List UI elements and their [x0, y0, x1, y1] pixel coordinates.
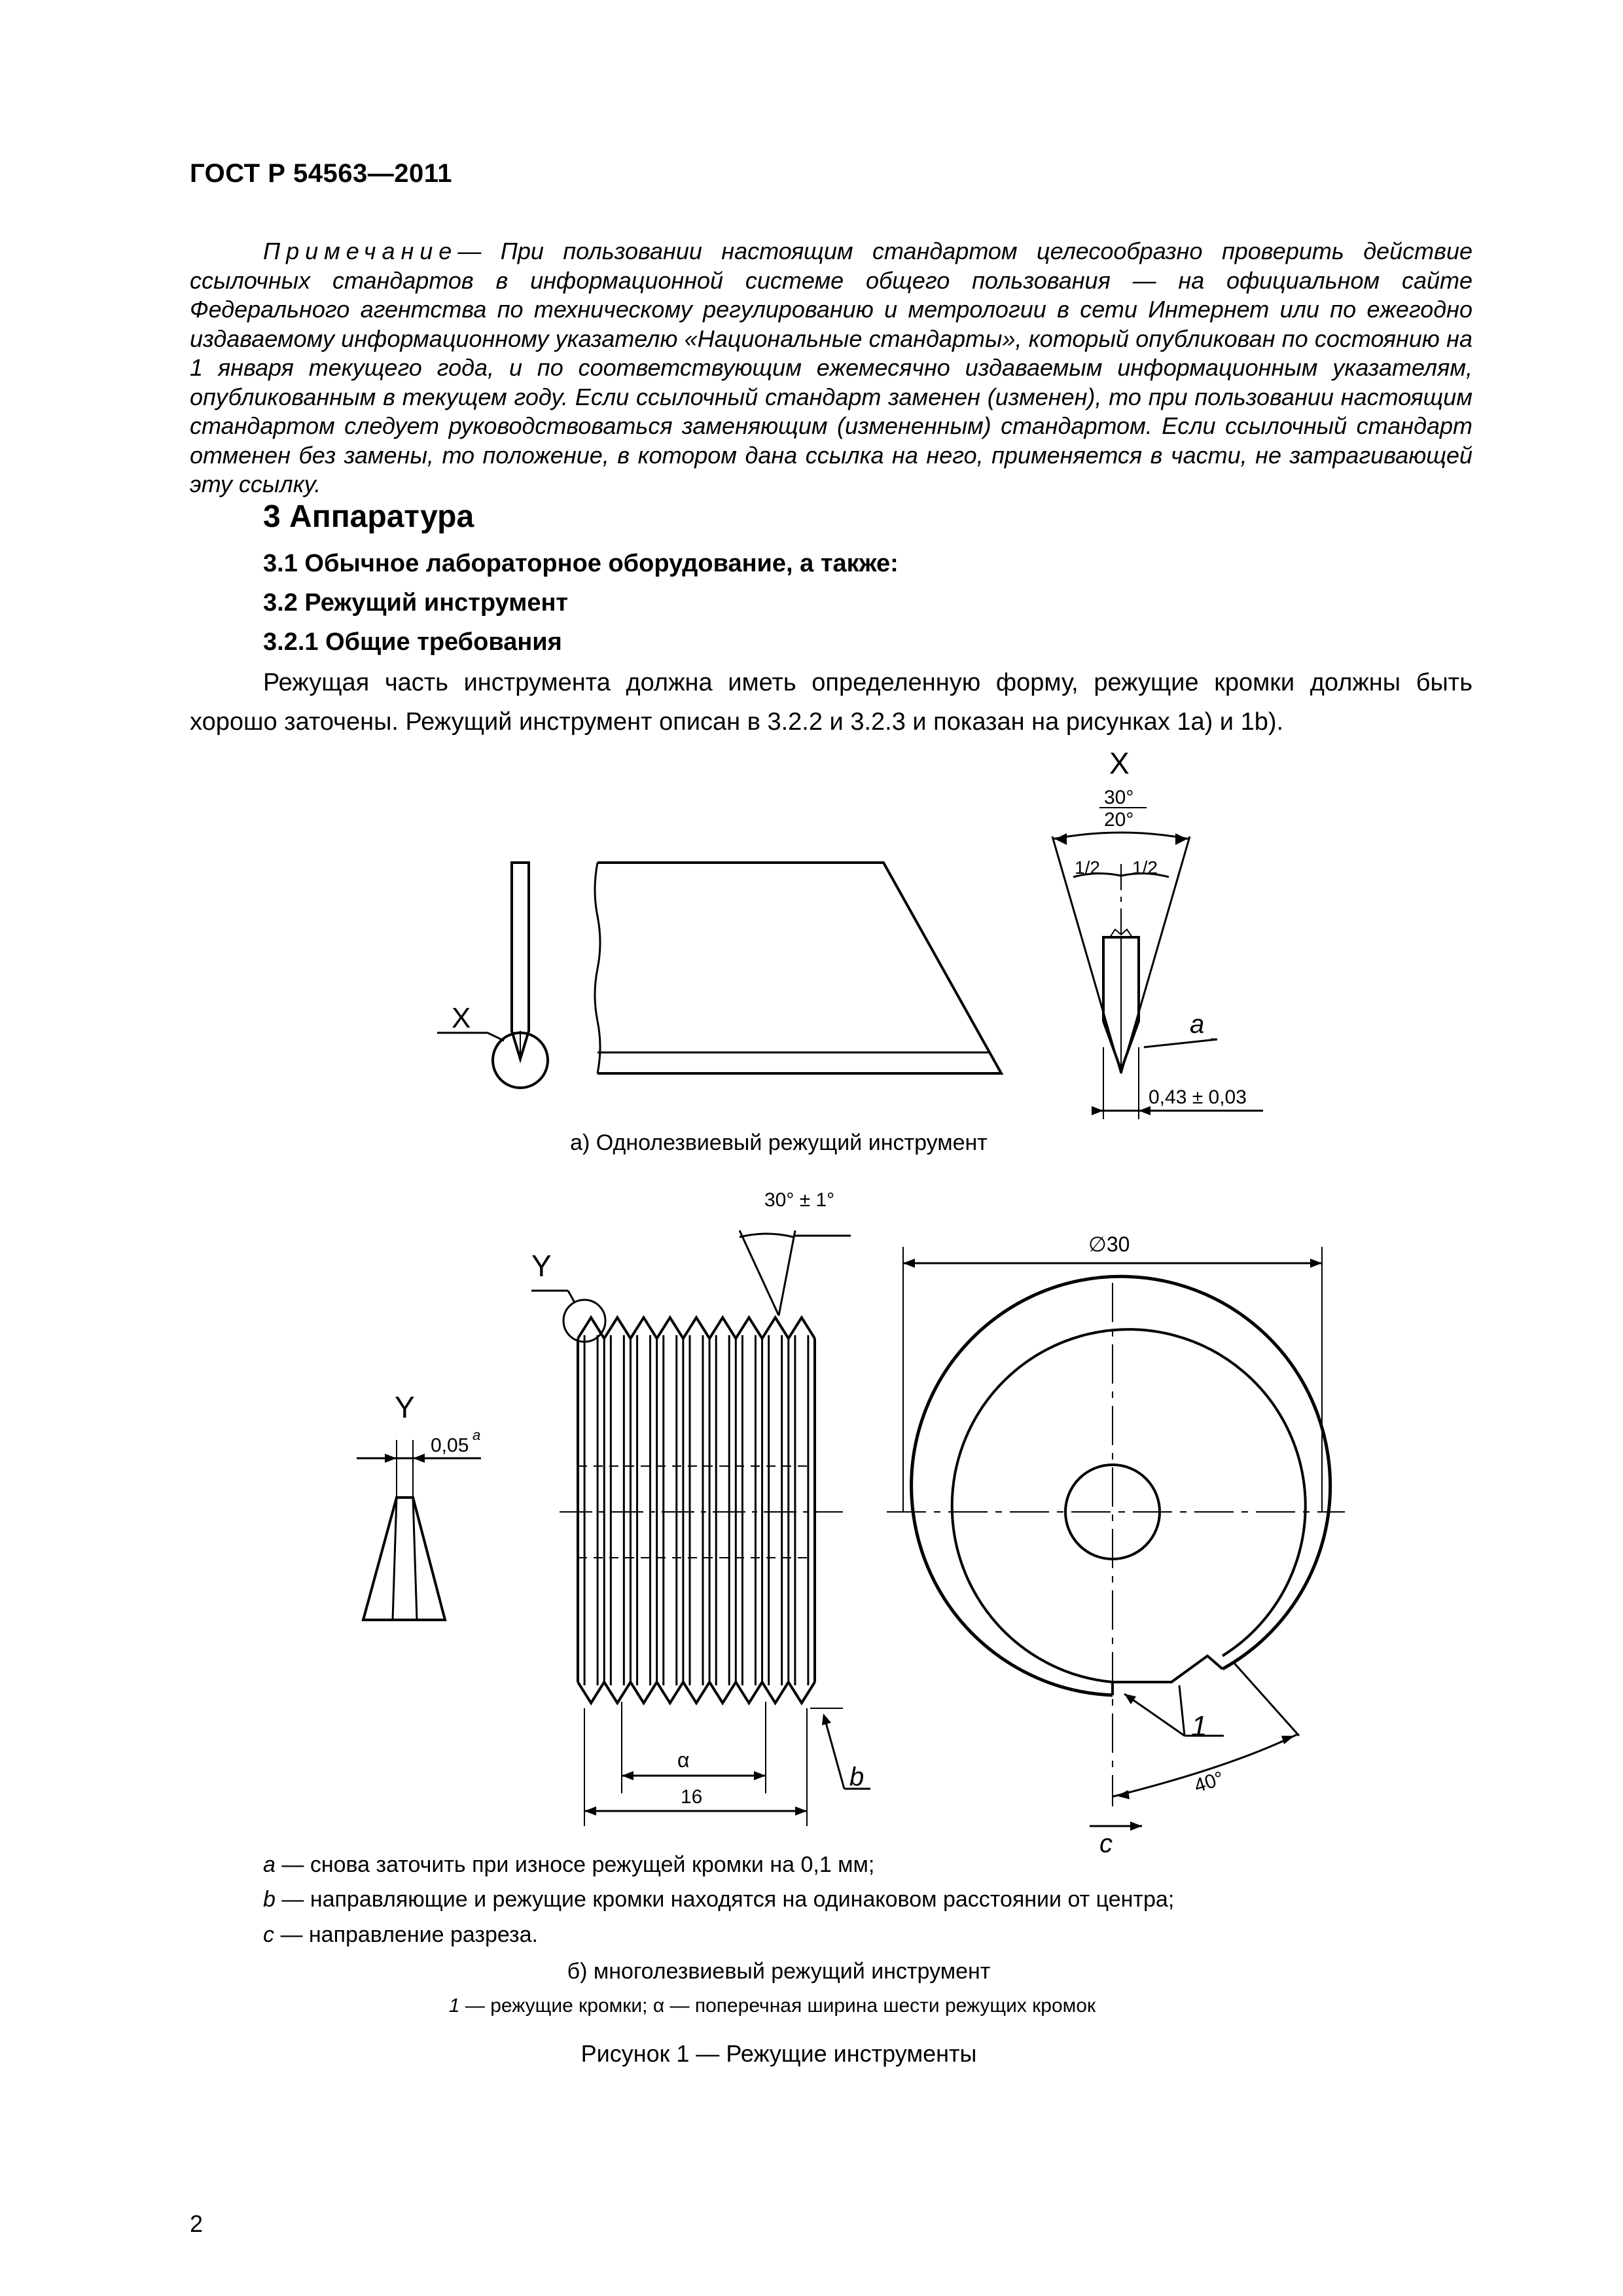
width-16-label: 16: [681, 1786, 703, 1808]
body-paragraph-text: Режущая часть инструмента должна иметь определенную форму, режущие кромки должны быть хорошо заточены. Режущий инструмент описан в 3.2.2 и 3.2.3 и показан на рисунках 1a) и 1b).: [190, 669, 1472, 736]
diameter-label: ∅30: [1088, 1232, 1130, 1256]
figure-a-caption: а) Однолезвиевый режущий инструмент: [570, 1130, 988, 1155]
angle-40-label: 40°: [1191, 1767, 1227, 1797]
note-lead: Примечание: [263, 238, 458, 264]
subsection-3-1: 3.1 Обычное лабораторное оборудование, а также:: [263, 550, 899, 577]
key-c-letter: c: [263, 1922, 274, 1947]
key-b-text: — направляющие и режущие кромки находятся на одинаковом расстоянии от центра;: [275, 1887, 1175, 1912]
legend-part1: — режущие кромки;: [459, 1995, 653, 2017]
half-left-label: 1/2: [1075, 857, 1100, 878]
key-c-text: — направление разреза.: [274, 1922, 539, 1947]
angle-20-label: 20°: [1104, 809, 1134, 831]
alpha-label: α: [677, 1748, 690, 1772]
multi-blade-front-view: [887, 1247, 1345, 1831]
subsection-3-2-1: 3.2.1 Общие требования: [263, 628, 562, 656]
tooth-angle-label: 30° ± 1°: [764, 1189, 835, 1211]
legend-alpha: α: [652, 1995, 665, 2017]
page-number: 2: [190, 2210, 204, 2237]
key-b: [263, 1887, 1174, 1912]
key-a: [263, 1852, 874, 1878]
tip-width-label: 0,05: [431, 1435, 469, 1456]
subsection-3-2: 3.2 Режущий инструмент: [263, 589, 569, 617]
half-right-label: 1/2: [1132, 857, 1158, 878]
key-c: [263, 1922, 538, 1948]
key-a-text: — снова заточить при износе режущей кромки на 0,1 мм;: [275, 1852, 875, 1877]
single-blade-body: [595, 863, 1001, 1073]
figure-b-caption: б) многолезвиевый режущий инструмент: [567, 1959, 991, 1984]
single-blade-side-view: [437, 863, 548, 1088]
thickness-label: 0,43 ± 0,03: [1149, 1086, 1247, 1108]
legend-num: 1: [448, 1995, 460, 2017]
label-y-top: Y: [531, 1249, 552, 1283]
label-b: b: [849, 1763, 865, 1791]
legend-part2: — поперечная ширина шести режущих кромок: [664, 1995, 1096, 2017]
label-y-detail: Y: [395, 1390, 415, 1424]
label-x-left: X: [452, 1002, 471, 1034]
note-text: — При пользовании настоящим стандартом целесообразно проверить действие ссылочных стандартов в информационной системе общего пользования — на официальном сайте Федерального агентства по техническому регулированию и метрологии в сети Интернет или по ежегодно издаваемому информационному указателю «Национальные стандарты», который опубликован по состоянию на 1 января текущего года, и по соответствующим ежемесячно издаваемым информационным указателям, опубликованным в текущем году. Если ссылочный стандарт заменен (изменен), то при пользовании настоящим стандартом следует руководствоваться заменяющим (измененным) стандартом. Если ссылочный стандарт отменен без замены, то положение, в котором дана ссылка на него, применяется в части, не затрагивающей эту ссылку.: [190, 238, 1472, 497]
multi-blade-dimensions: [531, 1230, 870, 1826]
label-x-detail: X: [1109, 746, 1130, 780]
figure-title: Рисунок 1 — Режущие инструменты: [580, 2040, 977, 2067]
label-a: a: [1190, 1010, 1205, 1039]
multi-blade-side-view: [578, 1318, 815, 1703]
tip-width-sup: a: [473, 1427, 481, 1443]
key-b-letter: b: [263, 1887, 276, 1912]
label-c: c: [1099, 1829, 1113, 1858]
tooth-detail-y: [357, 1440, 481, 1620]
key-a-letter: a: [263, 1852, 276, 1877]
angle-30-label: 30°: [1104, 787, 1134, 808]
section-title: 3 Аппаратура: [263, 499, 474, 534]
label-1: 1: [1191, 1710, 1207, 1742]
figure-legend: [0, 1995, 1584, 2017]
document-code: ГОСТ Р 54563—2011: [190, 159, 452, 188]
